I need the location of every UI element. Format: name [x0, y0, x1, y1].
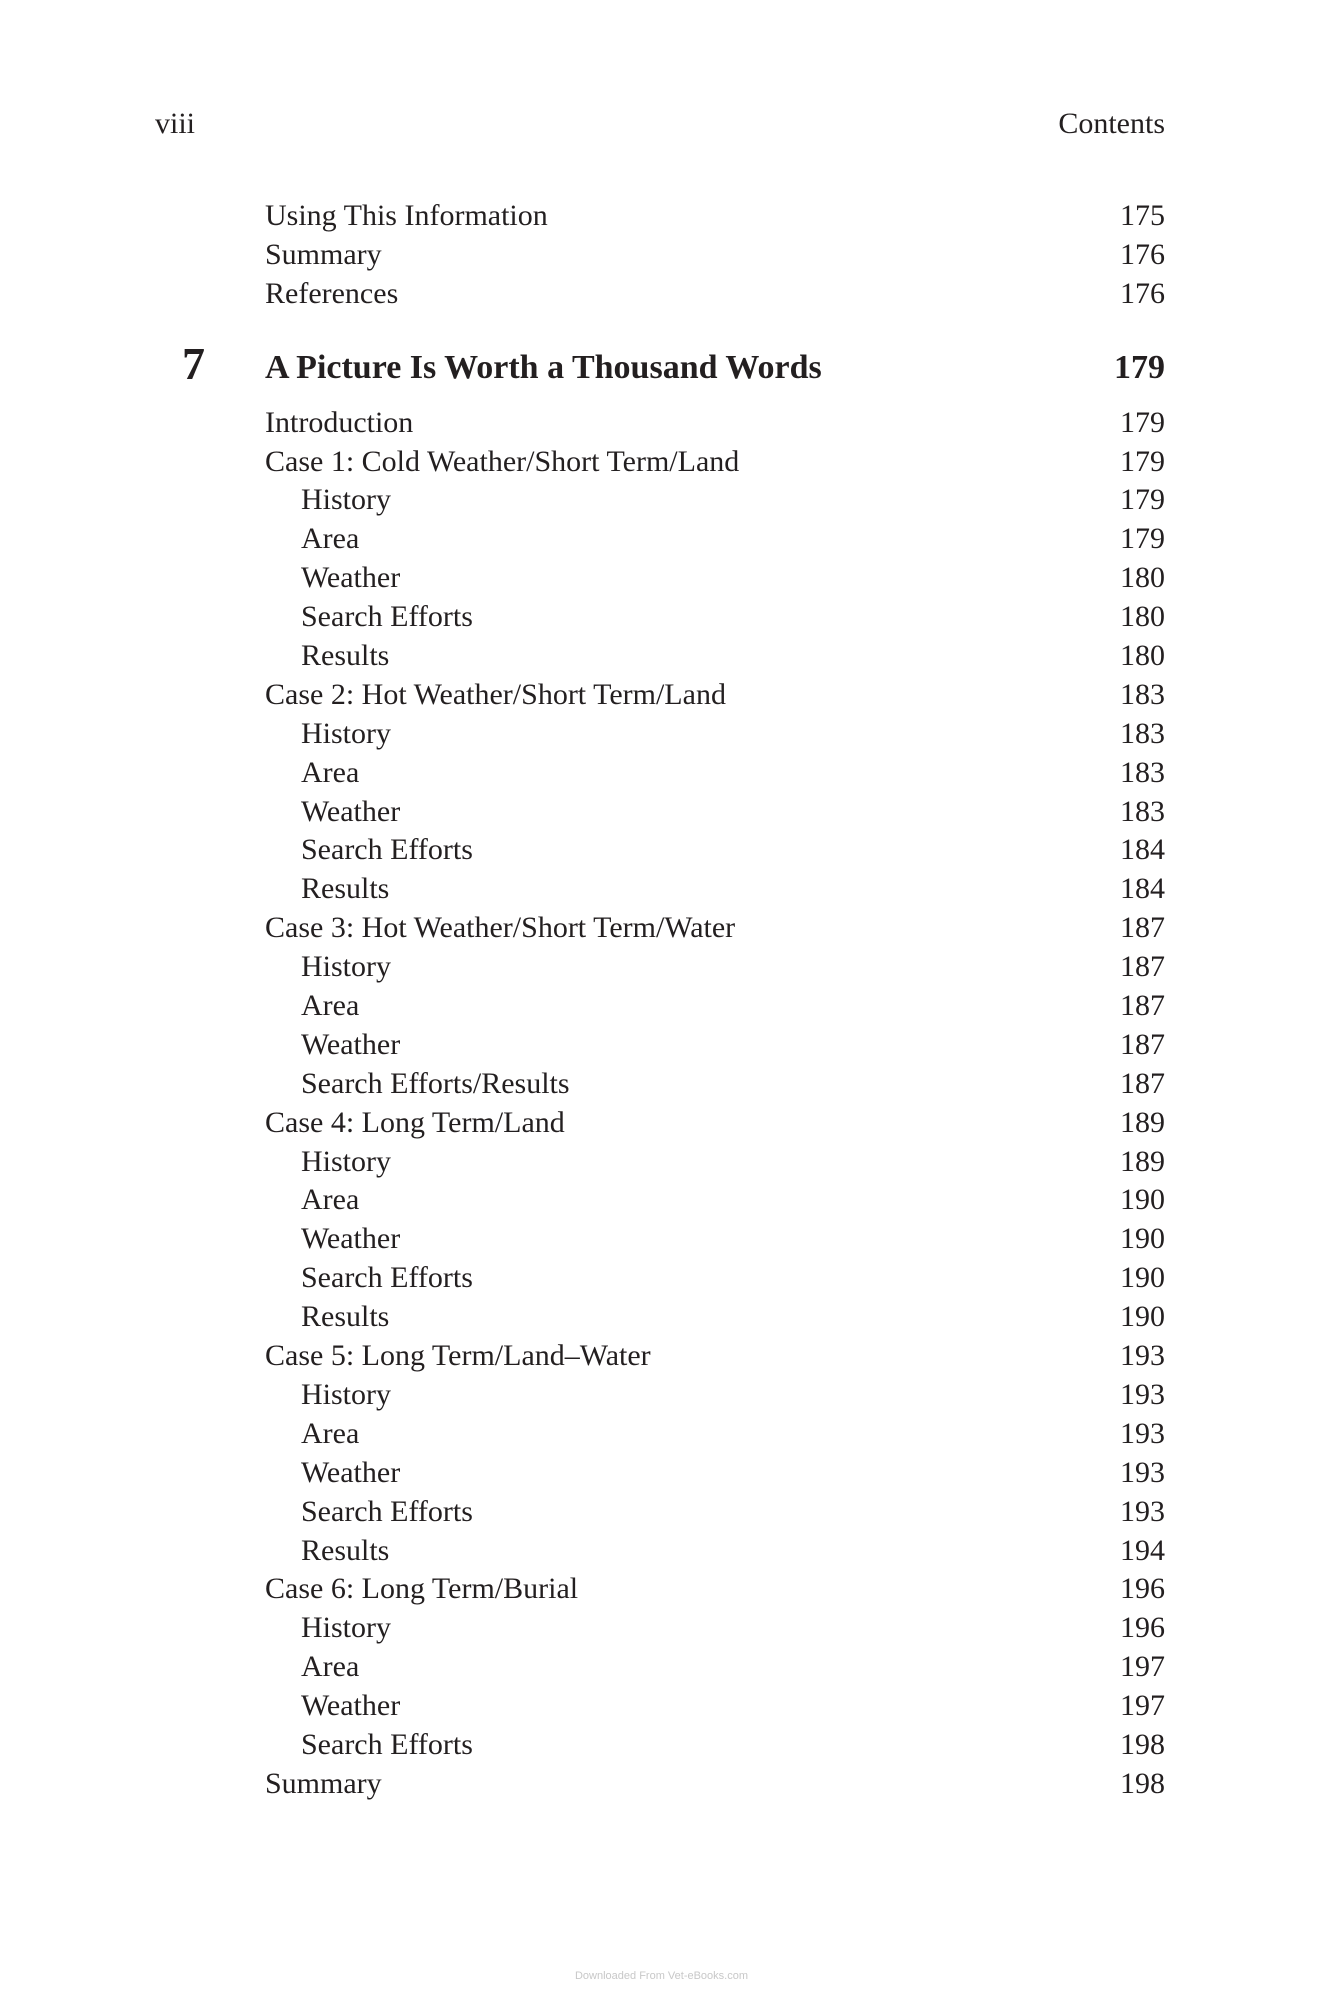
toc-subentry[interactable]	[265, 793, 1165, 832]
toc-subentry[interactable]	[265, 598, 1165, 637]
toc-entry-page-number: 193	[1120, 1377, 1165, 1411]
toc-entry-page-number: 190	[1120, 1261, 1165, 1295]
toc-entry-label: History	[301, 716, 391, 750]
toc-entry-label: Case 1: Cold Weather/Short Term/Land	[265, 444, 740, 478]
toc-entry-page-number: 187	[1120, 1066, 1165, 1100]
toc-entry[interactable]	[265, 236, 1165, 275]
toc-entry-page-number: 197	[1120, 1689, 1165, 1723]
toc-entry-label: Search Efforts	[301, 600, 473, 634]
toc-entry-label: Search Efforts	[301, 1261, 473, 1295]
running-head-title: Contents	[1058, 107, 1165, 140]
toc-subentry[interactable]	[265, 1415, 1165, 1454]
toc-subentry[interactable]	[265, 1298, 1165, 1337]
toc-entry[interactable]	[265, 275, 1165, 314]
toc-entry-label: History	[301, 1144, 391, 1178]
lead-entries	[265, 197, 1165, 314]
toc-entry-page-number: 175	[1120, 199, 1165, 232]
toc-subentry[interactable]	[265, 1065, 1165, 1104]
toc-subentry[interactable]	[265, 948, 1165, 987]
toc-entry-label: Results	[301, 872, 390, 906]
toc-entry[interactable]	[265, 404, 1165, 443]
toc-entry-label: Area	[301, 1650, 360, 1684]
toc-entry-label: Search Efforts	[301, 1494, 473, 1528]
toc-subentry[interactable]	[265, 1609, 1165, 1648]
toc-subentry[interactable]	[265, 1376, 1165, 1415]
toc-entry-page-number: 187	[1120, 989, 1165, 1023]
toc-entry-label: Case 2: Hot Weather/Short Term/Land	[265, 677, 726, 711]
toc-entry-label: Search Efforts	[301, 833, 473, 867]
toc-entry-page-number: 193	[1120, 1416, 1165, 1450]
toc-entry-label: Summary	[265, 237, 382, 271]
toc-entry-label: History	[301, 950, 391, 984]
toc-entry-page-number: 179	[1120, 522, 1165, 556]
toc-entry-page-number: 183	[1120, 755, 1165, 789]
toc-entry-label: Search Efforts/Results	[301, 1066, 570, 1100]
toc-entry-page-number: 190	[1120, 1183, 1165, 1217]
toc-entry-page-number: 176	[1120, 237, 1165, 271]
toc-entry-label: Case 5: Long Term/Land–Water	[265, 1339, 651, 1373]
toc-entry-label: Weather	[301, 794, 401, 828]
toc-entry-label: Introduction	[265, 405, 414, 439]
toc-entry-label: Weather	[301, 1455, 401, 1489]
toc-entry-label: References	[265, 276, 399, 310]
chapter-page-number: 179	[1114, 348, 1165, 386]
toc-subentry[interactable]	[265, 1687, 1165, 1726]
toc-entry-page-number: 179	[1120, 444, 1165, 478]
toc-entry[interactable]	[265, 1104, 1165, 1143]
toc-entry-label: Area	[301, 989, 360, 1023]
toc-entry-label: Summary	[265, 1766, 382, 1800]
toc-entry-label: Area	[301, 1183, 360, 1217]
toc-entry[interactable]	[265, 1570, 1165, 1609]
toc-subentry[interactable]	[265, 754, 1165, 793]
toc-entry[interactable]	[265, 909, 1165, 948]
toc-entry-page-number: 176	[1120, 276, 1165, 310]
toc-entry-page-number: 190	[1120, 1300, 1165, 1334]
toc-entry[interactable]	[265, 443, 1165, 482]
toc-entry-page-number: 189	[1120, 1144, 1165, 1178]
toc-entry[interactable]	[265, 1337, 1165, 1376]
toc-entry-page-number: 198	[1120, 1766, 1165, 1800]
toc-entry-label: Weather	[301, 1222, 401, 1256]
toc-subentry[interactable]	[265, 481, 1165, 520]
toc-entry-page-number: 193	[1120, 1339, 1165, 1373]
toc-entry-page-number: 179	[1120, 483, 1165, 517]
chapter-number: 7	[182, 337, 205, 389]
toc-entry-label: Area	[301, 1416, 360, 1450]
watermark: Downloaded From Vet-eBooks.com	[574, 1970, 749, 1982]
toc-entry[interactable]	[265, 676, 1165, 715]
toc-subentry[interactable]	[265, 1454, 1165, 1493]
toc-entry-page-number: 193	[1120, 1455, 1165, 1489]
toc-subentry[interactable]	[265, 987, 1165, 1026]
running-head	[155, 104, 1165, 144]
toc-entry-label: Case 3: Hot Weather/Short Term/Water	[265, 911, 736, 945]
toc-entry-label: Case 4: Long Term/Land	[265, 1105, 565, 1139]
page-folio: viii	[155, 107, 196, 140]
toc-entry-page-number: 198	[1120, 1727, 1165, 1761]
toc-entry-page-number: 187	[1120, 1027, 1165, 1061]
toc-entry-label: Results	[301, 1300, 390, 1334]
toc-entry-page-number: 180	[1120, 600, 1165, 634]
toc-subentry[interactable]	[265, 831, 1165, 870]
toc-entry-label: History	[301, 483, 391, 517]
toc-entry-page-number: 197	[1120, 1650, 1165, 1684]
toc-entry-label: Case 6: Long Term/Burial	[265, 1572, 579, 1606]
toc-entry[interactable]	[265, 197, 1165, 236]
toc-entry-label: History	[301, 1377, 391, 1411]
toc-entry-label: Area	[301, 522, 360, 556]
toc-entry-page-number: 184	[1120, 872, 1165, 906]
toc-entry-page-number: 187	[1120, 911, 1165, 945]
toc-subentry[interactable]	[265, 715, 1165, 754]
toc-subentry[interactable]	[265, 1181, 1165, 1220]
toc-entry-page-number: 196	[1120, 1572, 1165, 1606]
toc-entry-page-number: 187	[1120, 950, 1165, 984]
toc-entry-page-number: 194	[1120, 1533, 1165, 1567]
toc-entry-label: Weather	[301, 1027, 401, 1061]
chapter-entries	[265, 404, 1165, 1804]
toc-entry-page-number: 183	[1120, 677, 1165, 711]
toc-entry-page-number: 184	[1120, 833, 1165, 867]
toc-entry-page-number: 183	[1120, 716, 1165, 750]
toc-entry-page-number: 193	[1120, 1494, 1165, 1528]
toc-entry-page-number: 183	[1120, 794, 1165, 828]
toc-entry-page-number: 190	[1120, 1222, 1165, 1256]
toc-subentry[interactable]	[265, 1532, 1165, 1571]
toc-entry-label: Results	[301, 639, 390, 673]
toc-subentry[interactable]	[265, 1648, 1165, 1687]
toc-entry-page-number: 189	[1120, 1105, 1165, 1139]
toc-subentry[interactable]	[265, 1259, 1165, 1298]
table-of-contents	[182, 197, 1165, 1804]
toc-entry-label: Weather	[301, 561, 401, 595]
toc-entry-label: History	[301, 1611, 391, 1645]
toc-entry-page-number: 179	[1120, 405, 1165, 439]
toc-entry[interactable]	[265, 1765, 1165, 1804]
toc-entry-label: Results	[301, 1533, 390, 1567]
toc-subentry[interactable]	[265, 559, 1165, 598]
toc-subentry[interactable]	[265, 1026, 1165, 1065]
toc-subentry[interactable]	[265, 637, 1165, 676]
chapter-title: A Picture Is Worth a Thousand Words	[265, 348, 822, 386]
toc-entry-page-number: 196	[1120, 1611, 1165, 1645]
toc-entry-label: Search Efforts	[301, 1727, 473, 1761]
toc-entry-label: Using This Information	[265, 199, 548, 232]
toc-subentry[interactable]	[265, 1493, 1165, 1532]
toc-entry-label: Area	[301, 755, 360, 789]
toc-subentry[interactable]	[265, 1143, 1165, 1182]
toc-subentry[interactable]	[265, 1220, 1165, 1259]
toc-entry-page-number: 180	[1120, 561, 1165, 595]
toc-entry-label: Weather	[301, 1689, 401, 1723]
toc-entry-page-number: 180	[1120, 639, 1165, 673]
toc-subentry[interactable]	[265, 870, 1165, 909]
toc-subentry[interactable]	[265, 520, 1165, 559]
chapter-heading[interactable]	[182, 335, 1165, 393]
toc-subentry[interactable]	[265, 1726, 1165, 1765]
